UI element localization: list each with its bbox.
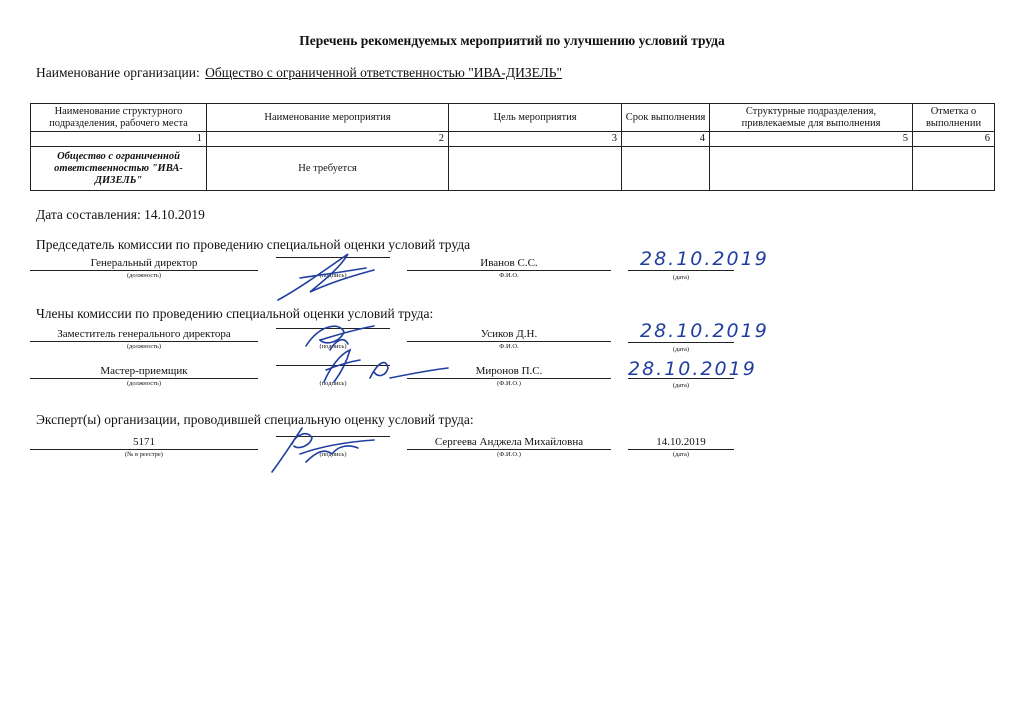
signature-caption: (подпись) (319, 380, 347, 387)
member-handwritten-date: 28.10.2019 (640, 320, 769, 342)
member-date-line (628, 342, 734, 343)
chairman-position: Генеральный директор (30, 257, 258, 271)
organization-value: Общество с ограниченной ответственностью "ИВА-ДИЗЕЛЬ" (205, 65, 563, 80)
cell-goal (449, 147, 622, 191)
signature-caption: (подпись) (319, 451, 347, 458)
table-row (31, 147, 995, 191)
header-deadline: Срок выполнения (622, 104, 710, 132)
expert-name: Сергеева Анджела Михайловна (407, 436, 611, 450)
member-handwritten-date: 28.10.2019 (628, 358, 757, 380)
chairman-date-line (628, 270, 734, 271)
cell-departments (710, 147, 913, 191)
date-caption: (дата) (672, 346, 690, 353)
column-number: 3 (449, 132, 622, 147)
cell-deadline (622, 147, 710, 191)
organization-line (36, 65, 562, 81)
cell-unit: Общество с ограниченной ответственностью "ИВА-ДИЗЕЛЬ" (31, 147, 207, 191)
signature-caption: (подпись) (319, 343, 347, 350)
date-caption: (дата) (672, 382, 690, 389)
measures-table (30, 103, 995, 191)
signature-caption: (подпись) (319, 272, 347, 279)
column-number: 6 (913, 132, 995, 147)
chairman-heading: Председатель комиссии по проведению специальной оценки условий труда (36, 237, 471, 252)
table-header-row (31, 104, 995, 132)
fio-caption: Ф.И.О. (499, 343, 519, 350)
registry-caption: (№ в реестре) (125, 451, 163, 458)
date-caption: (дата) (672, 451, 690, 458)
member-name: Усиков Д.Н. (407, 328, 611, 342)
members-heading: Члены комиссии по проведению специальной оценки условий труда: (36, 306, 434, 321)
position-caption: (должность) (126, 380, 162, 387)
date-caption: (дата) (672, 274, 690, 281)
document-title: Перечень рекомендуемых мероприятий по улучшению условий труда (299, 33, 725, 48)
header-mark: Отметка о выполнении (913, 104, 995, 132)
chairman-name: Иванов С.С. (407, 257, 611, 271)
date-composed: Дата составления: 14.10.2019 (36, 207, 205, 222)
position-caption: (должность) (126, 343, 162, 350)
column-number: 1 (31, 132, 207, 147)
header-departments: Структурные подразделения, привлекаемые для выполнения (710, 104, 913, 132)
position-caption: (должность) (126, 272, 162, 279)
column-number: 4 (622, 132, 710, 147)
header-unit: Наименование структурного подразделения, рабочего места (31, 104, 207, 132)
cell-mark (913, 147, 995, 191)
expert-signature-icon (262, 424, 382, 476)
column-number: 2 (207, 132, 449, 147)
expert-heading: Эксперт(ы) организации, проводившей специальную оценку условий труда: (36, 412, 474, 427)
member-position: Мастер-приемщик (30, 365, 258, 379)
member-signature-icon (320, 348, 450, 386)
column-number: 5 (710, 132, 913, 147)
member-position: Заместитель генерального директора (30, 328, 258, 342)
chairman-handwritten-date: 28.10.2019 (640, 248, 769, 270)
chairman-signature-icon (270, 248, 380, 306)
fio-caption: Ф.И.О. (499, 272, 519, 279)
expert-registry-number: 5171 (30, 436, 258, 450)
fio-caption: (Ф.И.О.) (497, 380, 521, 387)
column-numbers-row (31, 132, 995, 147)
member-name: Миронов П.С. (407, 365, 611, 379)
organization-label: Наименование организации: (36, 65, 200, 80)
cell-measure: Не требуется (207, 147, 449, 191)
expert-date: 14.10.2019 (628, 436, 734, 450)
header-measure: Наименование мероприятия (207, 104, 449, 132)
header-goal: Цель мероприятия (449, 104, 622, 132)
fio-caption: (Ф.И.О.) (497, 451, 521, 458)
